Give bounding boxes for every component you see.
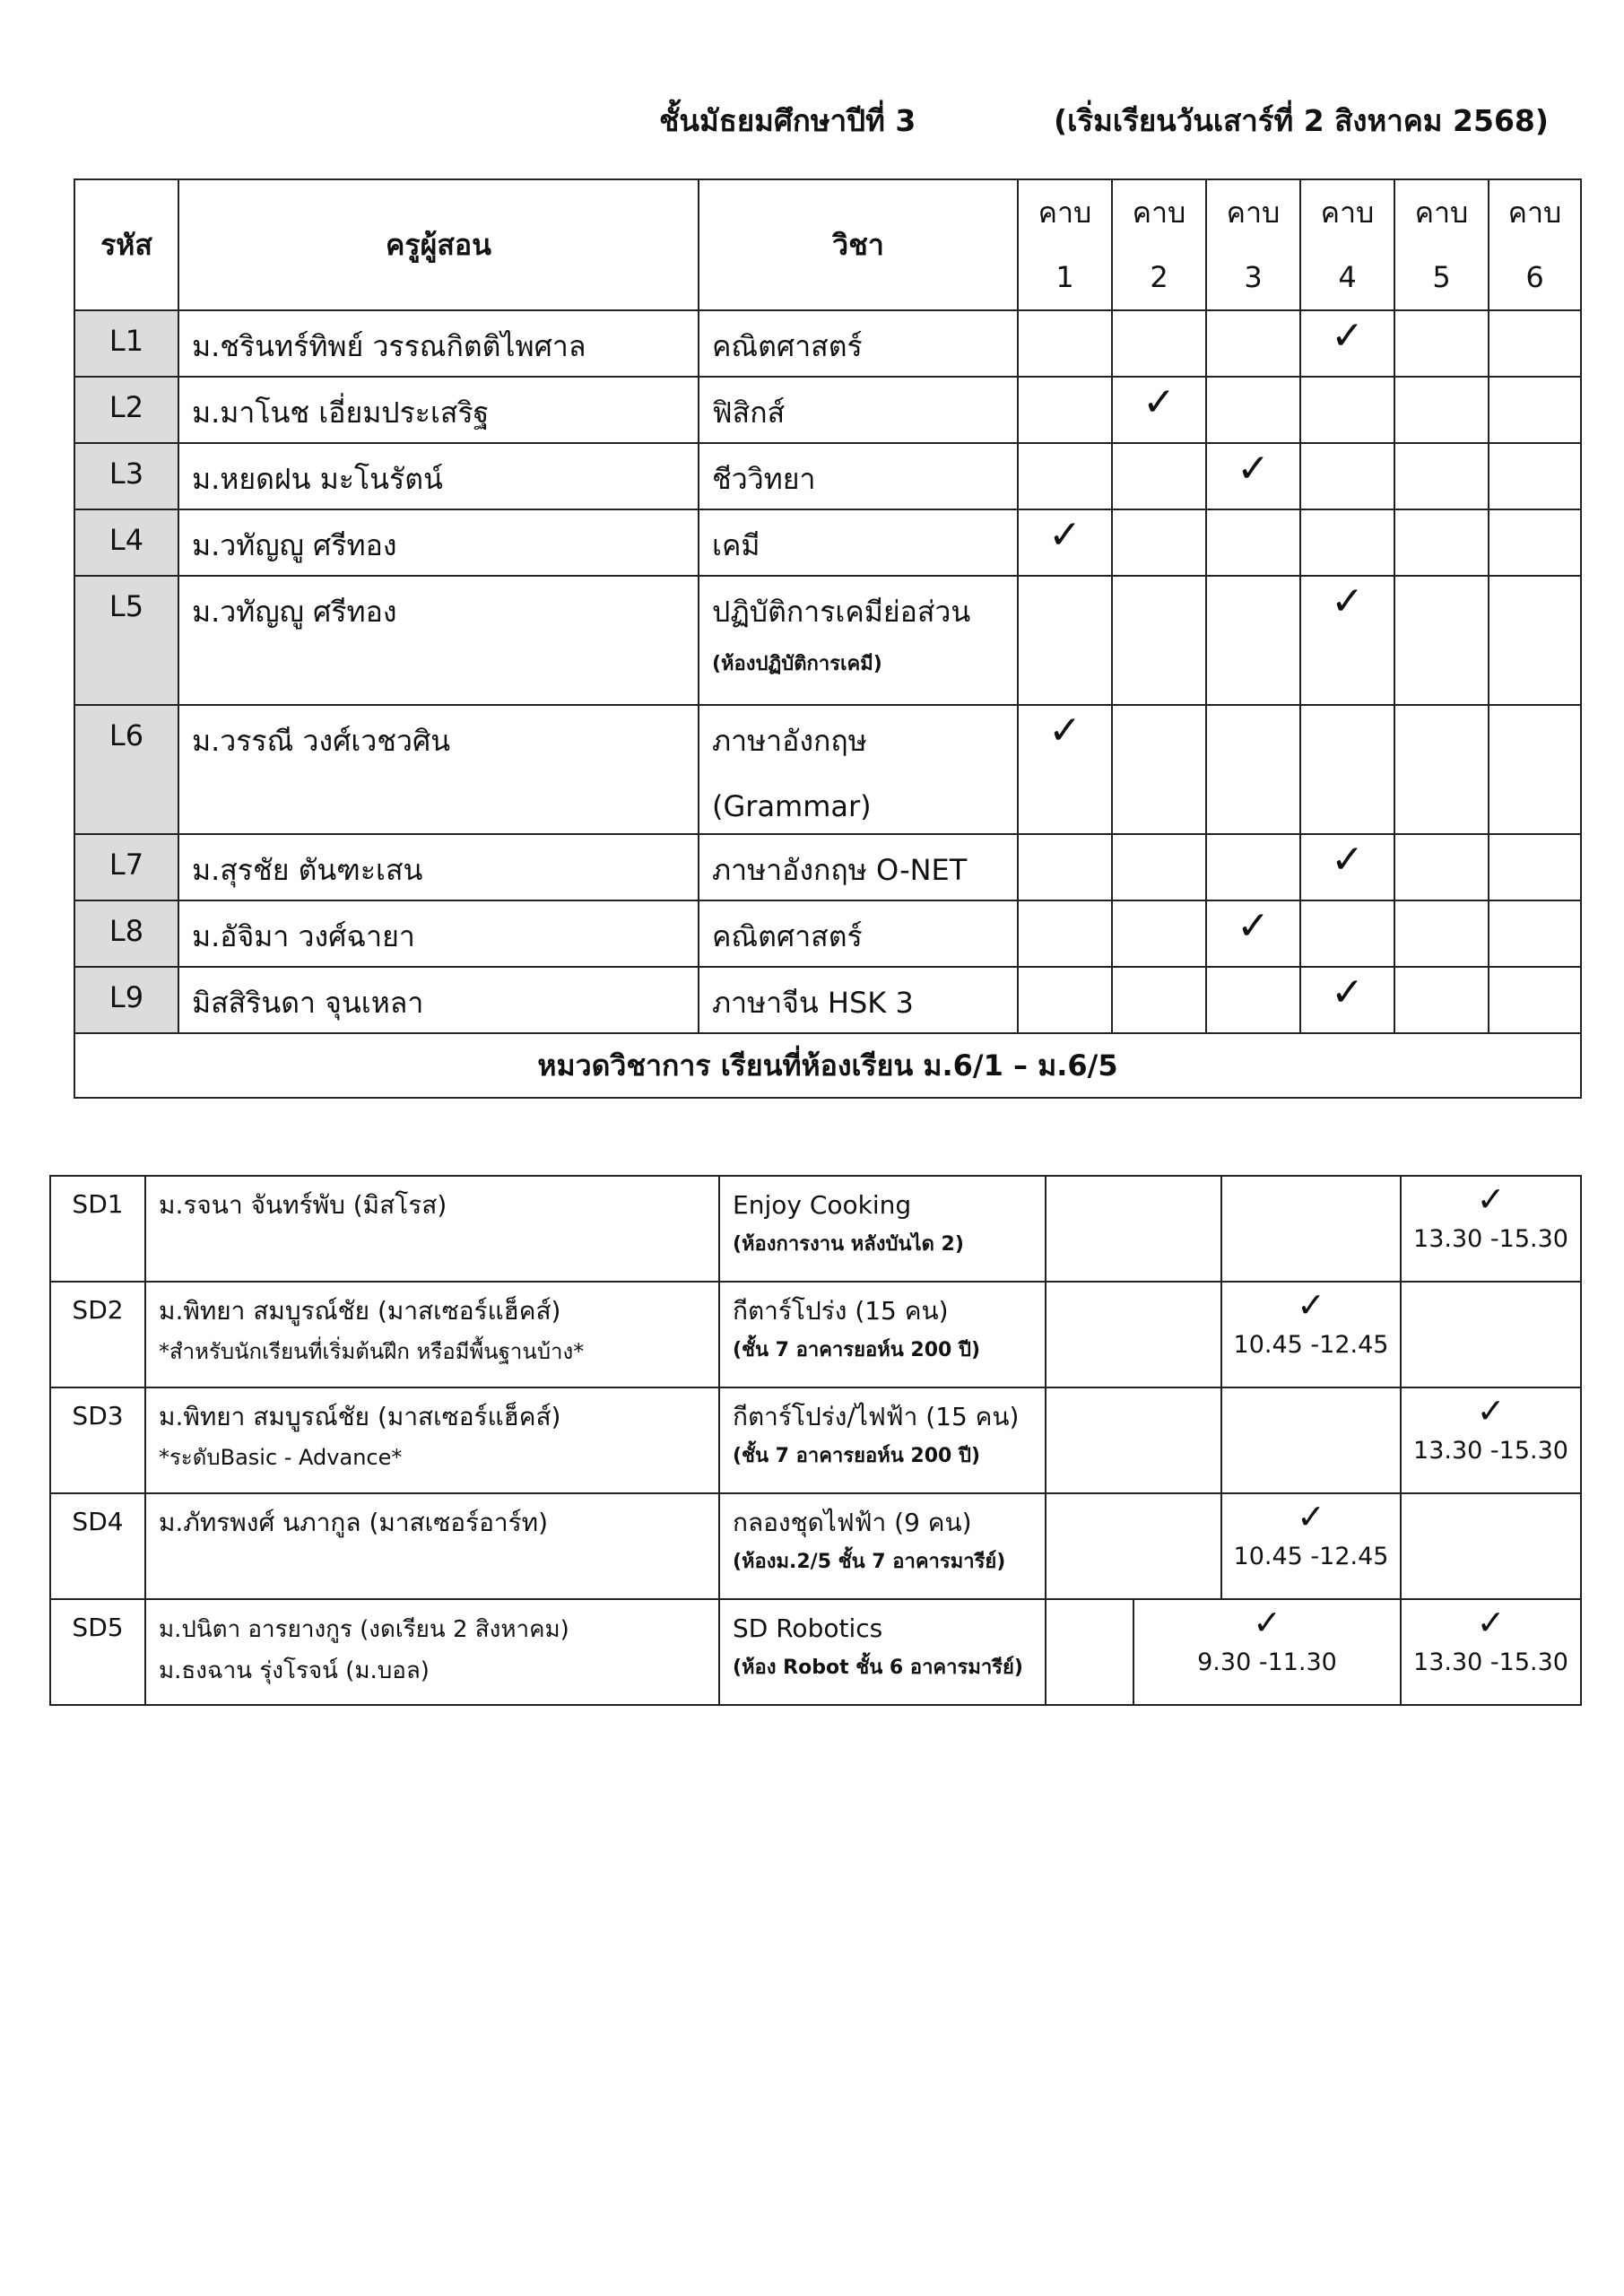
row-teacher: ม.วรรณี วงศ์เวชวศิน <box>178 705 699 834</box>
row-code: L5 <box>74 576 178 705</box>
sd-slot-early <box>1046 1282 1221 1387</box>
check-mark-icon: ✓ <box>1297 1497 1325 1536</box>
period-cell-2 <box>1112 900 1206 967</box>
row-teacher: ม.หยดฝน มะโนรัตน์ <box>178 443 699 509</box>
sd-subject-cell <box>719 1599 1046 1705</box>
period-cell-4 <box>1300 443 1394 509</box>
period-word: คาบ <box>1414 196 1469 230</box>
sd-time-range: 10.45 -12.45 <box>1233 1331 1389 1359</box>
row-subject-cell <box>699 900 1018 967</box>
start-date-note: (เริ่มเรียนวันเสาร์ที่ 2 สิงหาคม 2568) <box>1054 103 1549 138</box>
sd-time-range: 9.30 -11.30 <box>1197 1648 1337 1676</box>
sd-teacher: ม.พิทยา สมบูรณ์ชัย (มาสเซอร์แฮ็คส์) <box>159 1296 561 1326</box>
row-subject-note: (Grammar) <box>712 789 872 823</box>
period-word: คาบ <box>1226 196 1281 230</box>
table-row <box>74 377 1581 443</box>
sd-code: SD2 <box>50 1282 145 1387</box>
table-header-row <box>74 179 1581 310</box>
sd-slot-late <box>1401 1599 1581 1705</box>
row-subject: ภาษาอังกฤษ O-NET <box>712 853 968 887</box>
sd-row <box>50 1176 1581 1282</box>
sd-subject: SD Robotics <box>733 1613 883 1643</box>
period-word: คาบ <box>1038 196 1092 230</box>
check-mark-icon: ✓ <box>1237 903 1270 949</box>
row-code: L2 <box>74 377 178 443</box>
sd-slot-early <box>1046 1493 1221 1599</box>
sd-row <box>50 1493 1581 1599</box>
page-header <box>0 90 1624 144</box>
period-cell-1 <box>1018 576 1112 705</box>
period-cell-6 <box>1489 576 1581 705</box>
sd-teacher-note: *สำหรับนักเรียนที่เริ่มต้นฝึก หรือมีพื้นฐานบ้าง* <box>159 1339 585 1365</box>
period-cell-1 <box>1018 705 1112 834</box>
period-cell-1 <box>1018 967 1112 1033</box>
sd-slot-early <box>1133 1599 1401 1705</box>
period-word: คาบ <box>1132 196 1186 230</box>
sd-teacher-cell <box>145 1599 719 1705</box>
period-cell-5 <box>1394 967 1489 1033</box>
col-header-period-5 <box>1394 179 1489 310</box>
row-subject-cell <box>699 967 1018 1033</box>
row-code: L9 <box>74 967 178 1033</box>
sd-slot-late <box>1401 1176 1581 1282</box>
sd-slot-empty <box>1046 1599 1133 1705</box>
period-cell-5 <box>1394 576 1489 705</box>
sd-subject: Enjoy Cooking <box>733 1190 912 1220</box>
period-cell-1 <box>1018 834 1112 900</box>
period-cell-6 <box>1489 310 1581 377</box>
row-teacher: ม.สุรชัย ตันฑะเสน <box>178 834 699 900</box>
period-cell-6 <box>1489 900 1581 967</box>
sd-teacher-cell <box>145 1282 719 1387</box>
period-cell-3 <box>1206 509 1300 576</box>
check-mark-icon: ✓ <box>1048 708 1081 753</box>
row-subject-cell <box>699 310 1018 377</box>
sd-time-range: 13.30 -15.30 <box>1413 1437 1568 1465</box>
row-code: L4 <box>74 509 178 576</box>
sd-teacher: ม.ปนิตา อารยางกูร (งดเรียน 2 สิงหาคม) <box>159 1616 569 1643</box>
period-cell-4 <box>1300 509 1394 576</box>
check-mark-icon: ✓ <box>1476 1179 1506 1219</box>
row-teacher: ม.มาโนช เอี่ยมประเสริฐ <box>178 377 699 443</box>
col-header-period-2 <box>1112 179 1206 310</box>
row-subject: ภาษาอังกฤษ <box>712 724 867 758</box>
col-header-period-6 <box>1489 179 1581 310</box>
sd-slot-early <box>1046 1387 1221 1493</box>
sd-code: SD4 <box>50 1493 145 1599</box>
period-cell-3 <box>1206 576 1300 705</box>
check-mark-icon: ✓ <box>1237 446 1270 491</box>
sd-subject-cell <box>719 1387 1046 1493</box>
sd-slot-late <box>1401 1387 1581 1493</box>
sd-teacher: ม.พิทยา สมบูรณ์ชัย (มาสเซอร์แฮ็คส์) <box>159 1402 561 1431</box>
sd-activity-table <box>49 1175 1582 1706</box>
period-cell-2 <box>1112 576 1206 705</box>
period-cell-3 <box>1206 900 1300 967</box>
row-subject-cell <box>699 705 1018 834</box>
table-row <box>74 576 1581 705</box>
period-cell-5 <box>1394 705 1489 834</box>
sd-time-range: 13.30 -15.30 <box>1413 1225 1568 1253</box>
row-subject-cell <box>699 509 1018 576</box>
period-word: คาบ <box>1507 196 1562 230</box>
sd-teacher-2: ม.ธงฉาน รุ่งโรจน์ (ม.บอล) <box>159 1657 430 1684</box>
sd-subject-cell <box>719 1176 1046 1282</box>
table-row <box>74 834 1581 900</box>
sd-teacher: ม.ภัทรพงศ์ นภากูล (มาสเซอร์อาร์ท) <box>159 1508 549 1537</box>
col-header-teacher: ครูผู้สอน <box>178 179 699 310</box>
row-teacher: มิสสิรินดา จุนเหลา <box>178 967 699 1033</box>
period-cell-3 <box>1206 967 1300 1033</box>
row-subject-cell <box>699 443 1018 509</box>
academic-schedule-table <box>74 178 1582 1099</box>
row-code: L6 <box>74 705 178 834</box>
sd-row <box>50 1387 1581 1493</box>
row-subject: คณิตศาสตร์ <box>712 329 863 363</box>
sd-subject-cell <box>719 1493 1046 1599</box>
sd-teacher-cell <box>145 1387 719 1493</box>
period-cell-3 <box>1206 377 1300 443</box>
period-cell-3 <box>1206 834 1300 900</box>
check-mark-icon: ✓ <box>1331 970 1364 1015</box>
period-number: 3 <box>1244 260 1263 294</box>
period-cell-2 <box>1112 509 1206 576</box>
period-word: คาบ <box>1320 196 1375 230</box>
row-teacher: ม.วทัญญู ศรีทอง <box>178 576 699 705</box>
row-subject: เคมี <box>712 528 760 562</box>
check-mark-icon: ✓ <box>1331 837 1364 883</box>
check-mark-icon: ✓ <box>1331 578 1364 624</box>
period-cell-2 <box>1112 834 1206 900</box>
row-subject: ฟิสิกส์ <box>712 396 786 430</box>
row-subject: ชีววิทยา <box>712 462 816 496</box>
sd-subject-cell <box>719 1282 1046 1387</box>
row-code: L8 <box>74 900 178 967</box>
period-cell-3 <box>1206 705 1300 834</box>
period-cell-6 <box>1489 967 1581 1033</box>
row-subject-cell <box>699 576 1018 705</box>
row-subject-cell <box>699 834 1018 900</box>
check-mark-icon: ✓ <box>1048 512 1081 558</box>
table-row <box>74 443 1581 509</box>
period-number: 5 <box>1432 260 1451 294</box>
table-footer-note: หมวดวิชาการ เรียนที่ห้องเรียน ม.6/1 – ม.6/5 <box>74 1033 1581 1098</box>
period-cell-5 <box>1394 310 1489 377</box>
row-code: L1 <box>74 310 178 377</box>
sd-room: (ห้อง Robot ชั้น 6 อาคารมารีย์) <box>733 1657 1023 1680</box>
sd-code: SD3 <box>50 1387 145 1493</box>
check-mark-icon: ✓ <box>1297 1285 1325 1325</box>
period-number: 4 <box>1338 260 1357 294</box>
sd-row <box>50 1282 1581 1387</box>
period-cell-4 <box>1300 576 1394 705</box>
check-mark-icon: ✓ <box>1476 1391 1506 1431</box>
sd-time-range: 13.30 -15.30 <box>1413 1648 1568 1676</box>
col-header-period-4 <box>1300 179 1394 310</box>
period-cell-2 <box>1112 967 1206 1033</box>
sd-room: (ห้องการงาน หลังบันได 2) <box>733 1233 964 1257</box>
sd-teacher-note: *ระดับBasic - Advance* <box>159 1445 403 1471</box>
row-teacher: ม.ชรินทร์ทิพย์ วรรณกิตติไพศาล <box>178 310 699 377</box>
col-header-code: รหัส <box>74 179 178 310</box>
sd-teacher-cell <box>145 1176 719 1282</box>
period-cell-4 <box>1300 377 1394 443</box>
sd-row <box>50 1599 1581 1705</box>
sd-subject: กลองชุดไฟฟ้า (9 คน) <box>733 1508 972 1537</box>
sd-slot-mid <box>1221 1282 1401 1387</box>
sd-room: (ห้องม.2/5 ชั้น 7 อาคารมารีย์) <box>733 1551 1006 1574</box>
grade-title: ชั้นมัธยมศึกษาปีที่ 3 <box>659 103 916 138</box>
sd-room: (ชั้น 7 อาคารยอห์น 200 ปี) <box>733 1445 981 1468</box>
row-subject: คณิตศาสตร์ <box>712 919 863 953</box>
sd-slot-mid <box>1221 1493 1401 1599</box>
row-subject: ปฏิบัติการเคมีย่อส่วน <box>712 595 971 629</box>
sd-time-range: 10.45 -12.45 <box>1233 1543 1389 1570</box>
sd-slot-mid <box>1221 1176 1401 1282</box>
check-mark-icon: ✓ <box>1142 379 1176 425</box>
period-cell-5 <box>1394 509 1489 576</box>
period-cell-5 <box>1394 900 1489 967</box>
period-cell-2 <box>1112 310 1206 377</box>
check-mark-icon: ✓ <box>1476 1603 1506 1642</box>
period-cell-1 <box>1018 900 1112 967</box>
sd-slot-late <box>1401 1493 1581 1599</box>
sd-slot-early <box>1046 1176 1221 1282</box>
sd-room: (ชั้น 7 อาคารยอห์น 200 ปี) <box>733 1339 981 1362</box>
period-cell-4 <box>1300 834 1394 900</box>
period-cell-2 <box>1112 443 1206 509</box>
sd-teacher: ม.รจนา จันทร์พับ (มิสโรส) <box>159 1190 447 1220</box>
period-cell-3 <box>1206 310 1300 377</box>
period-cell-3 <box>1206 443 1300 509</box>
row-teacher: ม.อัจิมา วงศ์ฉายา <box>178 900 699 967</box>
table-row <box>74 509 1581 576</box>
sd-slot-late <box>1401 1282 1581 1387</box>
period-cell-6 <box>1489 834 1581 900</box>
col-header-subject: วิชา <box>699 179 1018 310</box>
period-cell-1 <box>1018 310 1112 377</box>
check-mark-icon: ✓ <box>1331 313 1364 359</box>
period-number: 6 <box>1525 260 1544 294</box>
period-cell-2 <box>1112 377 1206 443</box>
period-cell-6 <box>1489 705 1581 834</box>
period-cell-4 <box>1300 967 1394 1033</box>
row-code: L7 <box>74 834 178 900</box>
sd-slot-mid <box>1221 1387 1401 1493</box>
row-subject-cell <box>699 377 1018 443</box>
period-number: 2 <box>1150 260 1168 294</box>
row-code: L3 <box>74 443 178 509</box>
period-cell-6 <box>1489 443 1581 509</box>
period-cell-4 <box>1300 705 1394 834</box>
col-header-period-1 <box>1018 179 1112 310</box>
sd-subject: กีตาร์โปร่ง (15 คน) <box>733 1296 949 1326</box>
table-row <box>74 900 1581 967</box>
period-cell-6 <box>1489 509 1581 576</box>
period-number: 1 <box>1055 260 1074 294</box>
period-cell-5 <box>1394 443 1489 509</box>
table-row <box>74 705 1581 834</box>
sd-code: SD1 <box>50 1176 145 1282</box>
row-teacher: ม.วทัญญู ศรีทอง <box>178 509 699 576</box>
row-subject-note: (ห้องปฏิบัติการเคมี) <box>712 653 882 675</box>
period-cell-1 <box>1018 509 1112 576</box>
sd-teacher-cell <box>145 1493 719 1599</box>
sd-code: SD5 <box>50 1599 145 1705</box>
period-cell-5 <box>1394 377 1489 443</box>
period-cell-4 <box>1300 900 1394 967</box>
table-row <box>74 310 1581 377</box>
period-cell-5 <box>1394 834 1489 900</box>
period-cell-6 <box>1489 377 1581 443</box>
period-cell-2 <box>1112 705 1206 834</box>
table-footer-row <box>74 1033 1581 1098</box>
period-cell-1 <box>1018 377 1112 443</box>
sd-subject: กีตาร์โปร่ง/ไฟฟ้า (15 คน) <box>733 1402 1020 1431</box>
row-subject: ภาษาจีน HSK 3 <box>712 986 914 1020</box>
table-row <box>74 967 1581 1033</box>
check-mark-icon: ✓ <box>1253 1603 1281 1642</box>
period-cell-4 <box>1300 310 1394 377</box>
col-header-period-3 <box>1206 179 1300 310</box>
period-cell-1 <box>1018 443 1112 509</box>
